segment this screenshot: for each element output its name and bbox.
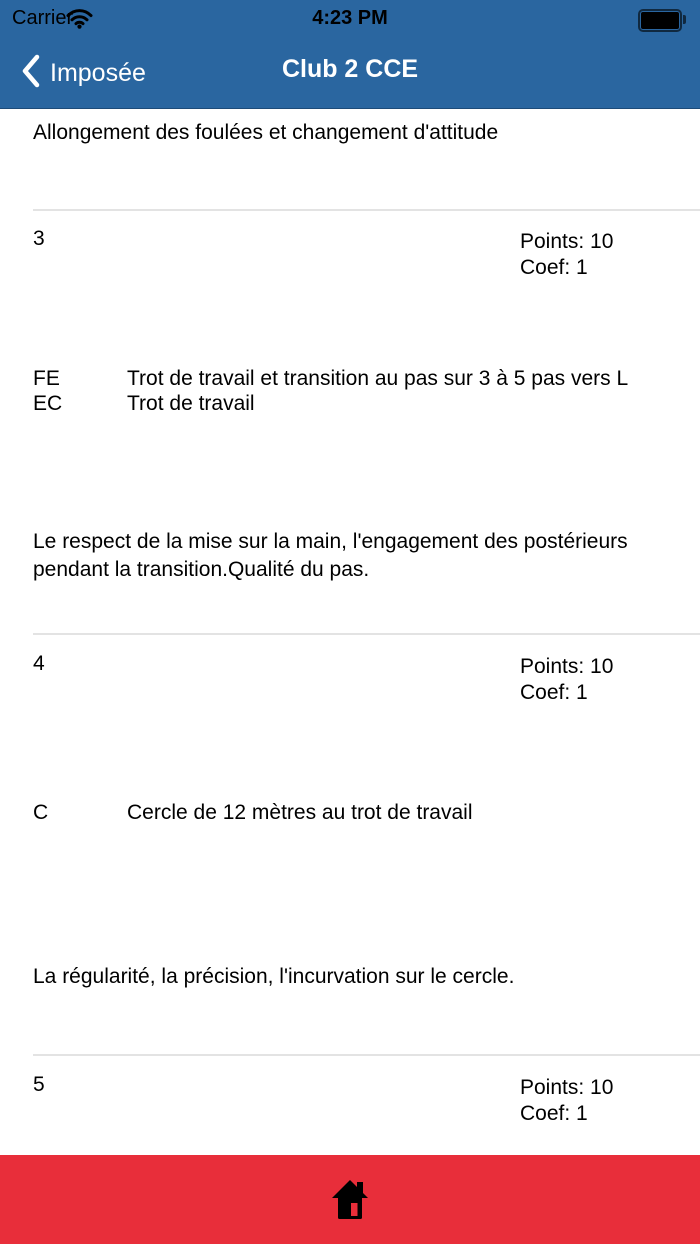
coef-label: Coef: 1 (520, 681, 588, 704)
movement-description: Cercle de 12 mètres au trot de travail (127, 801, 473, 824)
tab-bar (0, 1155, 700, 1244)
movement-row (33, 391, 690, 416)
battery-icon (638, 9, 682, 32)
exercise-list (0, 109, 700, 1155)
exercise-remark[interactable]: Le respect de la mise sur la main, l'engagement des postérieurs pendant la transition.Qualité du pas. (33, 530, 628, 581)
nav-bar (0, 38, 700, 108)
status-time: 4:23 PM (312, 7, 388, 29)
page-title: Club 2 CCE (281, 55, 419, 83)
home-button[interactable] (331, 1179, 369, 1221)
header (0, 0, 700, 109)
back-label: Imposée (50, 59, 146, 87)
points-label: Points: 10 (520, 1076, 614, 1099)
exercise-number[interactable]: 3 (33, 227, 45, 250)
coef-label: Coef: 1 (520, 1102, 588, 1125)
row-divider (33, 209, 700, 211)
movement-row (33, 800, 690, 825)
points-label: Points: 10 (520, 230, 614, 253)
exercise-number[interactable]: 5 (33, 1073, 45, 1096)
status-bar (0, 0, 700, 38)
exercise-movements[interactable] (33, 800, 690, 825)
exercise-remark[interactable]: Allongement des foulées et changement d'attitude (33, 121, 499, 144)
coef-label: Coef: 1 (520, 256, 588, 279)
exercise-movements[interactable] (33, 366, 690, 416)
home-icon (331, 1209, 369, 1224)
exercise-score[interactable] (520, 654, 613, 706)
movement-letter: FE (33, 367, 60, 390)
movement-letter: EC (33, 392, 63, 415)
exercise-score[interactable] (520, 229, 613, 281)
exercise-number[interactable]: 4 (33, 652, 45, 675)
points-label: Points: 10 (520, 655, 614, 678)
movement-letter: C (33, 801, 49, 824)
row-divider (33, 633, 700, 635)
row-divider (33, 1054, 700, 1056)
exercise-remark[interactable]: La régularité, la précision, l'incurvation sur le cercle. (33, 965, 515, 988)
carrier-label: Carrier (12, 7, 74, 29)
exercise-score[interactable] (520, 1075, 613, 1127)
movement-row (33, 366, 690, 391)
movement-description: Trot de travail et transition au pas sur 3 à 5 pas vers L (127, 367, 629, 390)
movement-description: Trot de travail (127, 392, 255, 415)
